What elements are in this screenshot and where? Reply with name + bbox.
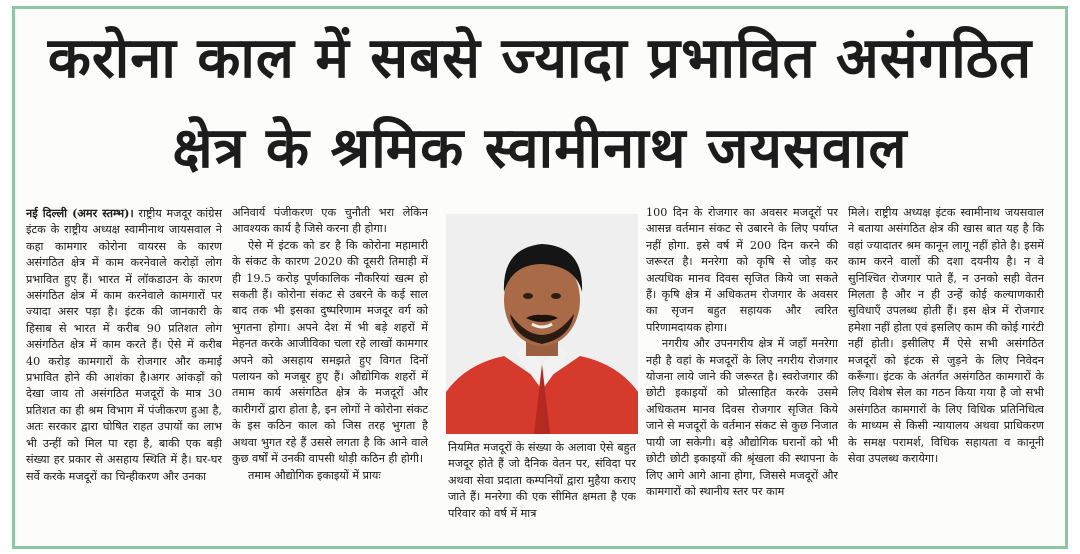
dateline: नई दिल्ली (अमर स्तम्भ)। (26, 206, 134, 220)
article-column-3 (448, 440, 636, 535)
article-paragraph: मिले। राष्ट्रीय अध्यक्ष इंटक स्वामीनाथ जयसवाल ने बताया असंगठित क्षेत्र की खास बात यह है कि वहां ज्यादातर श्रम कानून लागू नहीं होते है। इसमें काम करने वालों की दशा दयनीय है। न वे सुनिश्चित रोजगार पाते हैं, न उनको सही वेतन मिलता है और न ही उन्हें कोई कल्याणकारी सुविधाएँ उपलब्ध होती हैं। इस क्षेत्र में रोजगार हमेशा नहीं होता एवं इसलिए काम की कोई गारंटी नहीं होती। इसीलिए मैं ऐसे सभी असंगठित मजदूरों को इंटक से जुड़ने के लिए निवेदन करूँगा। इंटक के अंतर्गत असंगठित कामगारों के लिए विशेष सेल का गठन किया गया है जो सभी असंगठित कामगारों के लिए विधिक प्रतिनिधित्व के माध्यम से किसी न्यायालय अथवा प्राधिकरण के समक्ष परामर्श, विधिक सहायता व कानूनी सेवा उपलब्ध करायेगा। (848, 206, 1044, 466)
article-paragraph: तमाम औद्योगिक इकाइयों में प्रायः (248, 468, 381, 482)
article-paragraph: नगरीय और उपनगरीय क्षेत्र में जहाँ मनरेगा नही है वहां के मजदूरों के लिए नगरीय रोजगार योजना लाये जाने की जरूरत है। स्वरोजगार की छोटी इकाइयों को प्रोत्साहित करके उसमे अधिकतम मानव दिवस रोजगार सृजित किये जाने से मजदूरों के वर्तमान संकट से कुछ निजात पायी जा सकेगी। बड़े औद्योगिक घरानों को भी छोटी छोटी इकाइयों की श्रृंखला की स्थापना के लिए आगे आगे आना होगा, जिससे मजदूरों और कामगारों को स्थानीय स्तर पर काम (646, 337, 838, 498)
article-paragraph: अनिवार्य पंजीकरण एक चुनौती भरा लेकिन आवश्यक कार्य है जिसे करना ही होगा। (232, 206, 428, 236)
portrait-photo (446, 214, 638, 434)
portrait-photo-icon (446, 214, 638, 434)
article-paragraph: 100 दिन के रोजगार का अवसर मजदूरों पर आसन्न वर्तमान संकट से उबारने के लिए पर्याप्त नहीं होगा. इसे वर्ष में 200 दिन करने की जरूरत है। मनरेगा को कृषि से जोड़ कर अत्यधिक मानव दिवस सृजित किये जा सकते हैं। कृषि क्षेत्र में अधिकतम रोजगार के अवसर का सृजन बहुत सहायक और त्वरित परिणामदायक होगा। (646, 206, 838, 334)
article-paragraph: ऐसे में इंटक को डर है कि कोरोना महामारी के संकट के कारण 2020 की दूसरी तिमाही में ही 19.5 करोड़ पूर्णकालिक नौकरियां खत्म हो सकती हैं। कोरोना संकट से उबरने के कई साल बाद तक भी इसका दुष्परिणाम मजदूर वर्ग को भुगतना होगा। अपने देश में भी बड़े शहरों में मेहनत करके आजीविका चला रहे लाखों कामगार अपने को असहाय समझते हुए विगत दिनों पलायन को मजबूर हुए हैं। औद्योगिक शहरों में तमाम कार्य असंगठित क्षेत्र के मजदूरों और कारीगरों द्वारा होता है, इन लोगों ने कोरोना संकट के इस कठिन काल को जिस तरह भुगता है अथवा भुगत रहे हैं उससे लगता है कि आने वाले कुछ वर्षों में उनकी वापसी थोड़ी कठिन ही होगी। (232, 238, 428, 466)
article-text: राष्ट्रीय मजदूर कांग्रेस इंटक के राष्ट्रीय अध्यक्ष स्वामीनाथ जायसवाल ने कहा कामगार कोरोना वायरस के कारण असंगठित क्षेत्र में काम करनेवाले करोड़ों लोग प्रभावित हुए हैं। भारत में लॉकडाउन के कारण असंगठित क्षेत्र में काम करनेवाले कामगारों पर ज्यादा असर पड़ा है। इंटक की जानकारी के हिसाब से भारत में करीब 90 प्रतिशत लोग असंगठित क्षेत्र में काम करते हैं। ऐसे में करीब 40 करोड़ कामगारों के रोजगार और कमाई प्रभावित होने की आशंका है।अगर आंकड़ों को देखा जाय तो असंगठित मजदूरों के मात्र 30 प्रतिशत का ही श्रम विभाग में पंजीकरण हुआ है, अतः सरकार द्वारा घोषित राहत उपायों का लाभ भी उन्हीं को मिल पा रहा है, बाकी एक बड़ी संख्या हर प्रकार से असहाय स्थिति में है। घर-घर सर्वे करके मजदूरों का चिन्हीकरण और उनका (26, 207, 222, 483)
headline-line-1: करोना काल में सबसे ज्यादा प्रभावित असंगठित (47, 26, 1033, 91)
headline-line-2: क्षेत्र के श्रमिक स्वामीनाथ जयसवाल (172, 116, 908, 181)
article-column-4 (646, 205, 838, 535)
article-column-2 (232, 205, 428, 535)
article-paragraph: नियमित मजदूरों के संख्या के अलावा ऐसे बहुत मजदूर होते हैं जो दैनिक वेतन पर, संविदा पर अथवा सेवा प्रदाता कम्पनियों द्वारा मुहैया कराए जाते हैं। मनरेगा की एक सीमित क्षमता है एक परिवार को वर्ष में मात्र (448, 441, 636, 520)
article-paragraph (26, 205, 222, 485)
article-column-1 (26, 205, 222, 535)
article-column-5 (848, 205, 1044, 535)
